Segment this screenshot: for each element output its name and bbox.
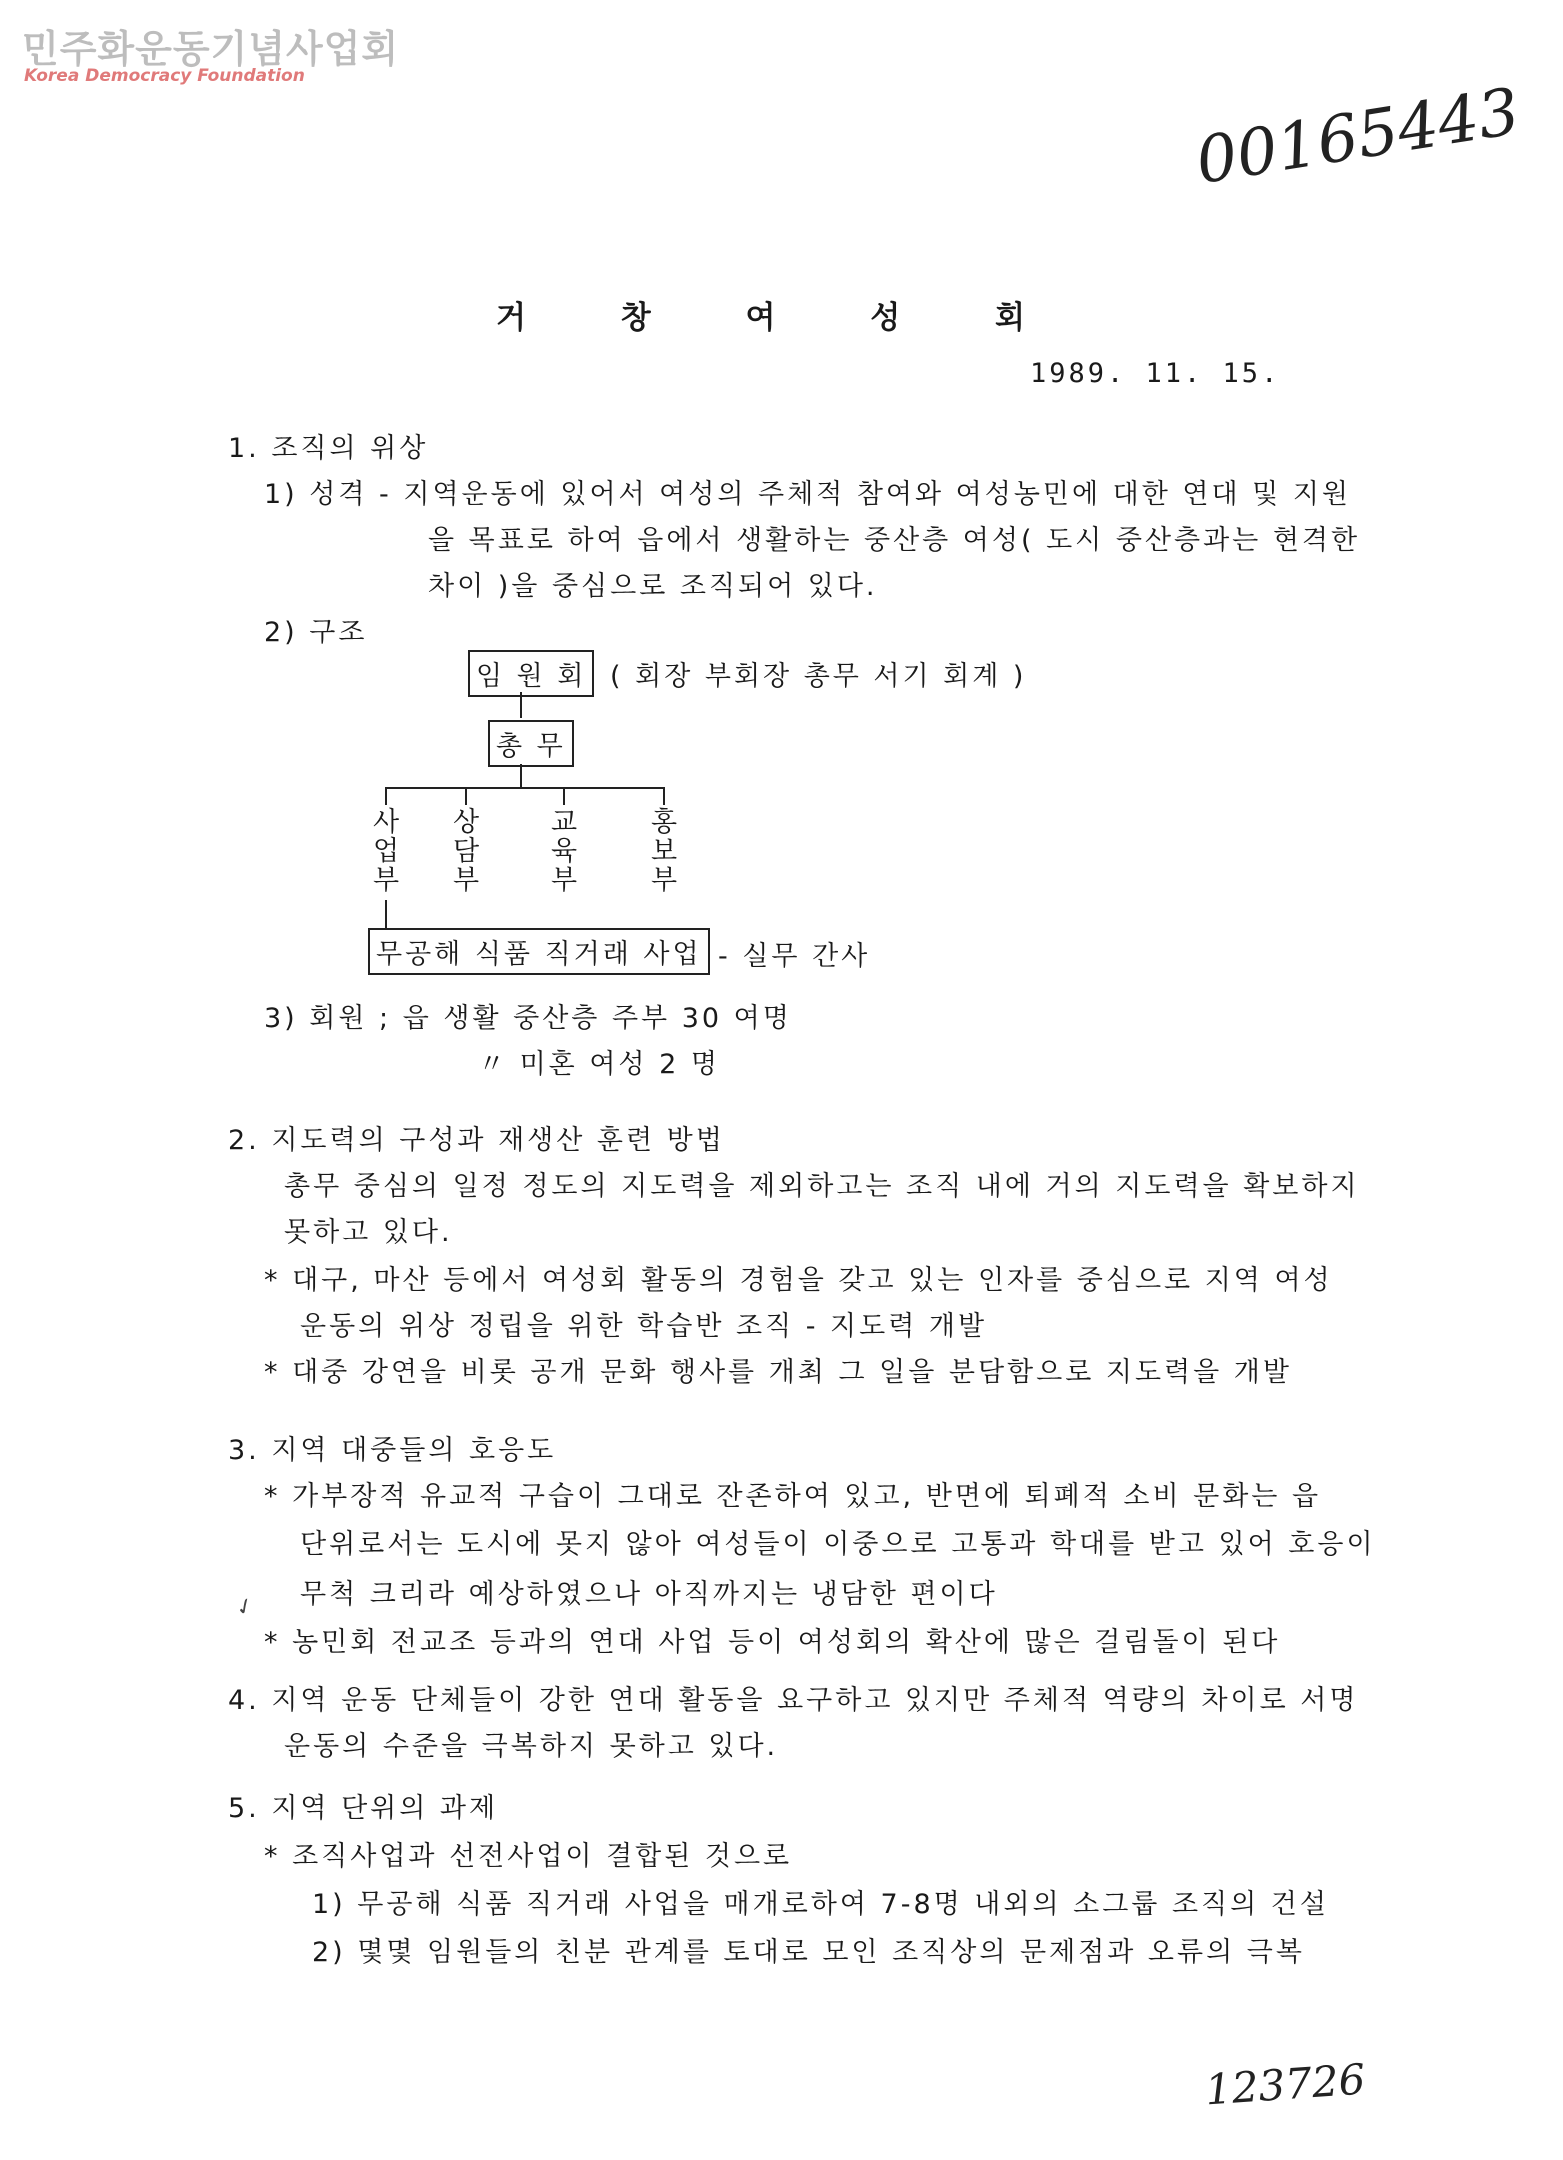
section3-bullet1-line2: 단위로서는 도시에 못지 않아 여성들이 이중으로 고통과 학대를 받고 있어 호응이 [300, 1529, 1376, 1560]
section3-bullet2: * 농민회 전교조 등과의 연대 사업 등이 여성회의 확산에 많은 걸림돌이 된다 [264, 1627, 1281, 1658]
org-dept-publicity: 홍 보 부 [650, 807, 678, 896]
section1-item1-line2: 을 목표로 하여 읍에서 생활하는 중산층 여성( 도시 중산층과는 현격한 [428, 525, 1361, 556]
org-branch-drop [385, 787, 387, 805]
org-dept-business: 사 업 부 [372, 807, 400, 896]
org-connector-line [385, 900, 387, 928]
org-connector-line [520, 692, 522, 718]
handwritten-page-number: 123726 [1203, 2054, 1367, 2115]
org-secretary-box: 총 무 [488, 720, 574, 767]
section5-bullet: * 조직사업과 선전사업이 결합된 것으로 [264, 1841, 793, 1872]
section1-item1-line1: 1) 성격 - 지역운동에 있어서 여성의 주체적 참여와 여성농민에 대한 연대 및 지원 [264, 479, 1351, 510]
checkmark-icon: ✓ [231, 1592, 259, 1623]
document-title: 거 창 여 성 회 [496, 300, 1067, 336]
section2-bullet1-line2: 운동의 위상 정립을 위한 학습반 조직 - 지도력 개발 [300, 1311, 988, 1342]
section2-body-line1: 총무 중심의 일정 정도의 지도력을 제외하고는 조직 내에 거의 지도력을 확보하지 [284, 1171, 1360, 1202]
section5-item1: 1) 무공해 식품 직거래 사업을 매개로하여 7-8명 내외의 소그룹 조직의 건설 [312, 1889, 1329, 1920]
section3-bullet1-line3: 무척 크리라 예상하였으나 아직까지는 냉담한 편이다 [300, 1579, 998, 1610]
section2-bullet2: * 대중 강연을 비롯 공개 문화 행사를 개최 그 일을 분담함으로 지도력을 개발 [264, 1357, 1292, 1388]
section3-bullet1-line1: * 가부장적 유교적 구습이 그대로 잔존하여 있고, 반면에 퇴폐적 소비 문화는 읍 [264, 1481, 1322, 1512]
section1-item2: 2) 구조 [264, 617, 368, 648]
section2-body-line2: 못하고 있다. [284, 1217, 453, 1248]
section4-line1: 4. 지역 운동 단체들이 강한 연대 활동을 요구하고 있지만 주체적 역량의 차이로 서명 [228, 1685, 1359, 1716]
org-branch-drop [663, 787, 665, 805]
handwritten-document-number: 00165443 [1191, 74, 1525, 200]
org-officers-note: ( 회장 부회장 총무 서기 회계 ) [610, 661, 1027, 692]
section3-heading: 3. 지역 대중들의 호응도 [228, 1435, 557, 1466]
document-date: 1989. 11. 15. [1030, 358, 1281, 389]
org-officers-box: 임 원 회 [468, 650, 594, 697]
org-connector-line [520, 764, 522, 788]
section2-heading: 2. 지도력의 구성과 재생산 훈련 방법 [228, 1125, 725, 1156]
section5-item2: 2) 몇몇 임원들의 친분 관계를 토대로 모인 조직상의 문제점과 오류의 극복 [312, 1937, 1305, 1968]
watermark-korean: 민주화운동기념사업회 [22, 27, 400, 71]
org-branch-drop [563, 787, 565, 805]
org-branch-drop [465, 787, 467, 805]
watermark-english: Korea Democracy Foundation [24, 66, 305, 86]
org-dept-education: 교 육 부 [550, 807, 578, 896]
org-project-box: 무공해 식품 직거래 사업 [368, 928, 710, 975]
section1-item3-line2: 〃 미혼 여성 2 명 [478, 1049, 720, 1080]
section4-line2: 운동의 수준을 극복하지 못하고 있다. [284, 1731, 779, 1762]
org-project-note: - 실무 간사 [718, 941, 871, 972]
section1-item3-line1: 3) 회원 ; 읍 생활 중산층 주부 30 여명 [264, 1003, 792, 1034]
section1-item1-line3: 차이 )을 중심으로 조직되어 있다. [428, 571, 878, 602]
org-dept-counseling: 상 담 부 [452, 807, 480, 896]
org-branch-line [385, 787, 665, 789]
section1-heading: 1. 조직의 위상 [228, 433, 429, 464]
section5-heading: 5. 지역 단위의 과제 [228, 1793, 499, 1824]
section2-bullet1-line1: * 대구, 마산 등에서 여성회 활동의 경험을 갖고 있는 인자를 중심으로 지역 여성 [264, 1265, 1333, 1296]
